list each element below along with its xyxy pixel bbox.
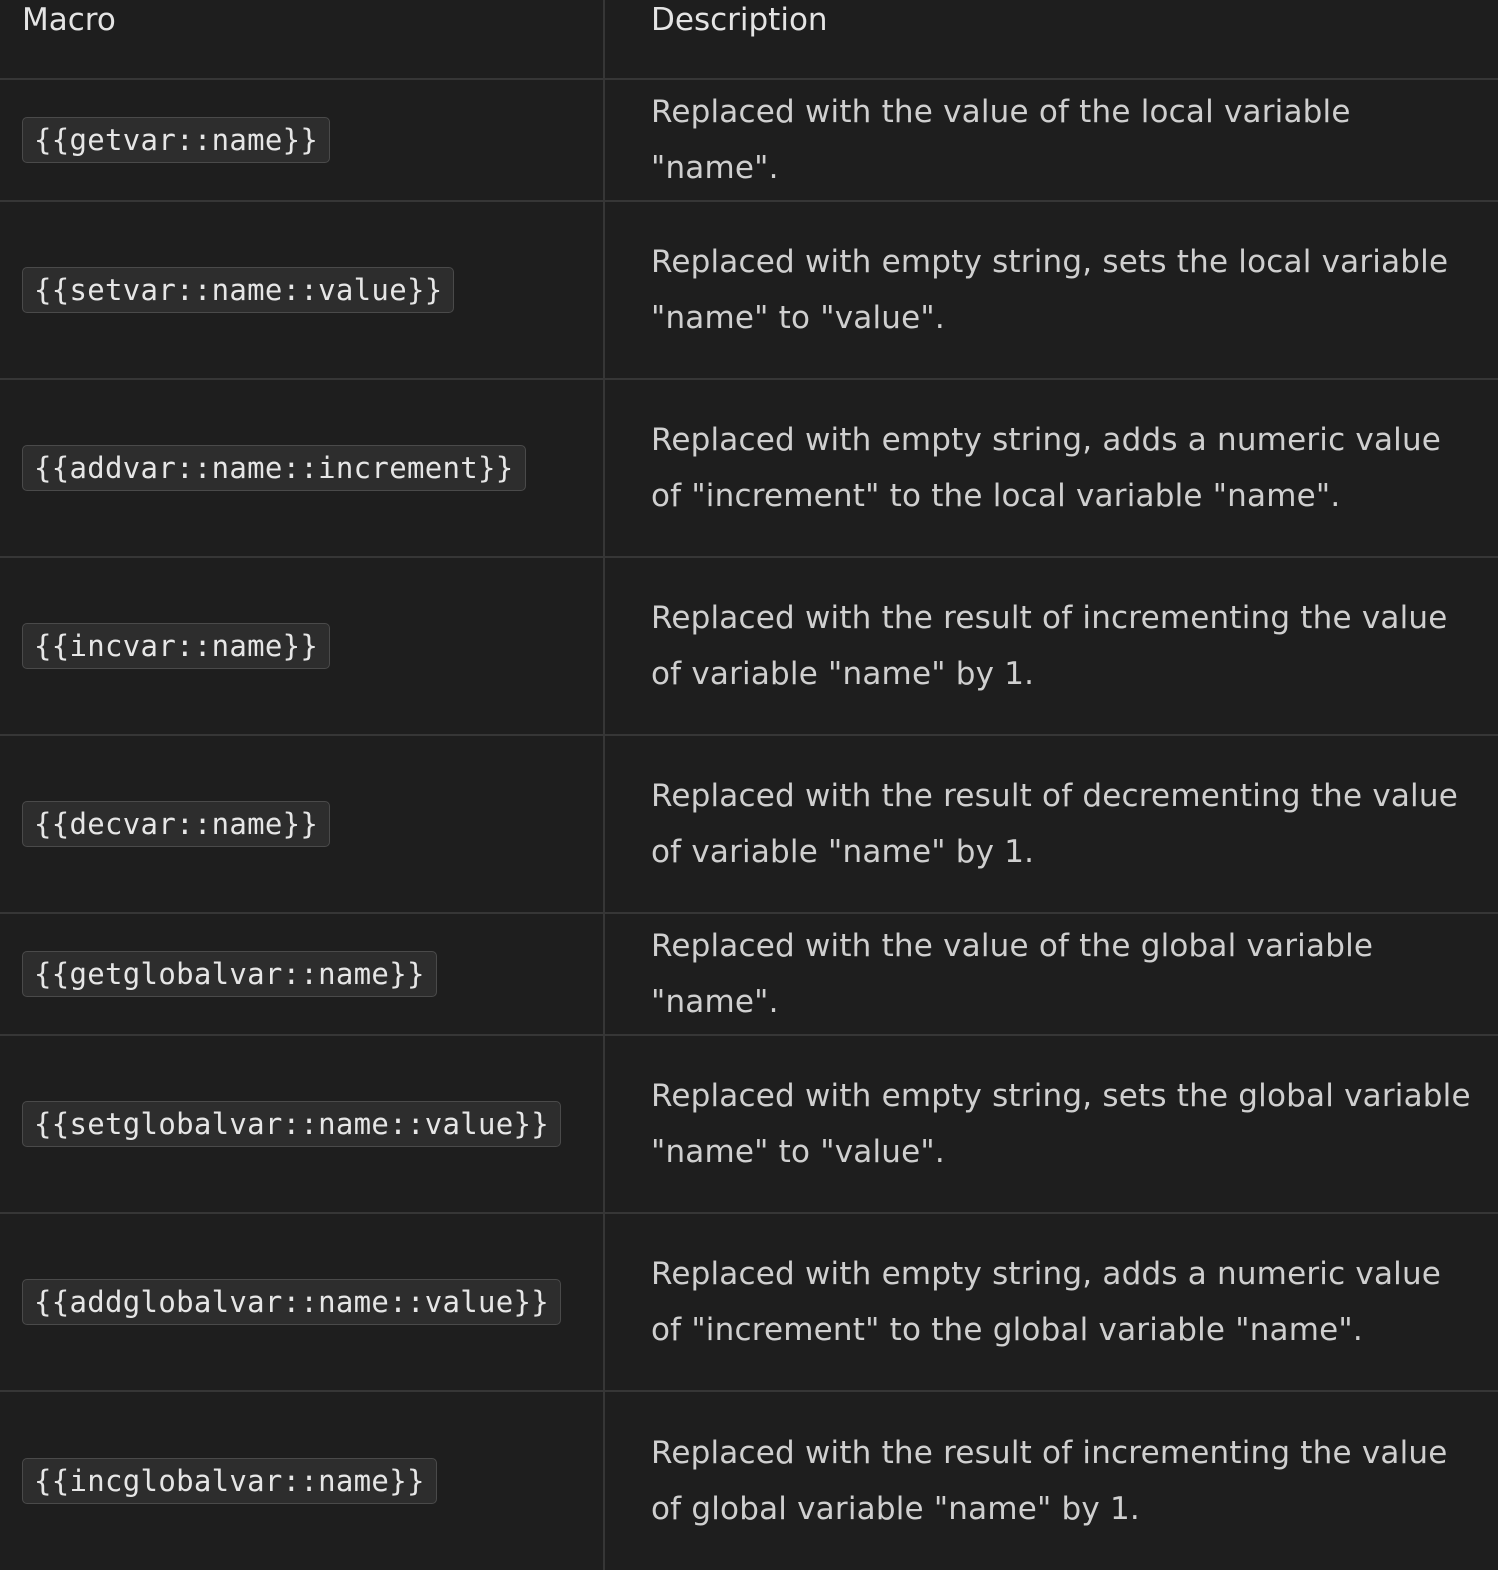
description-cell	[605, 558, 1498, 734]
table-row	[0, 736, 1498, 914]
macro-code: {{decvar::name}}	[22, 801, 330, 847]
table-header-row	[0, 0, 1498, 80]
description-cell	[605, 736, 1498, 912]
column-header-macro: Macro	[22, 2, 116, 38]
table-row	[0, 1392, 1498, 1570]
description-text: Replaced with empty string, adds a numeric value of "increment" to the local variable "name".	[651, 422, 1442, 514]
description-text: Replaced with the result of incrementing the value of global variable "name" by 1.	[651, 1435, 1448, 1527]
header-cell-description	[605, 0, 1498, 78]
table-row	[0, 80, 1498, 202]
macro-code: {{incglobalvar::name}}	[22, 1458, 437, 1504]
table-row	[0, 1036, 1498, 1214]
macro-code: {{setvar::name::value}}	[22, 267, 454, 313]
description-text: Replaced with empty string, sets the local variable "name" to "value".	[651, 244, 1449, 336]
macro-cell	[0, 80, 605, 200]
column-header-description: Description	[651, 2, 828, 38]
macro-cell	[0, 914, 605, 1034]
macro-code: {{getvar::name}}	[22, 117, 330, 163]
macro-code: {{setglobalvar::name::value}}	[22, 1101, 561, 1147]
description-text: Replaced with the value of the global variable "name".	[651, 928, 1374, 1020]
description-text: Replaced with empty string, sets the global variable "name" to "value".	[651, 1078, 1471, 1170]
description-text: Replaced with the result of decrementing the value of variable "name" by 1.	[651, 778, 1458, 870]
table-row	[0, 914, 1498, 1036]
description-cell	[605, 914, 1498, 1034]
macro-code: {{getglobalvar::name}}	[22, 951, 437, 997]
macro-cell	[0, 202, 605, 378]
table-row	[0, 558, 1498, 736]
description-cell	[605, 1036, 1498, 1212]
description-text: Replaced with empty string, adds a numeric value of "increment" to the global variable "name".	[651, 1256, 1442, 1348]
description-cell	[605, 1214, 1498, 1390]
description-cell	[605, 380, 1498, 556]
macro-code: {{addvar::name::increment}}	[22, 445, 526, 491]
macro-code: {{incvar::name}}	[22, 623, 330, 669]
table-row	[0, 202, 1498, 380]
table-row	[0, 380, 1498, 558]
table-row	[0, 1214, 1498, 1392]
header-cell-macro	[0, 0, 605, 78]
macro-cell	[0, 736, 605, 912]
macro-cell	[0, 380, 605, 556]
description-cell	[605, 80, 1498, 200]
macro-cell	[0, 1392, 605, 1570]
description-cell	[605, 1392, 1498, 1570]
description-cell	[605, 202, 1498, 378]
macro-cell	[0, 558, 605, 734]
macro-cell	[0, 1214, 605, 1390]
description-text: Replaced with the result of incrementing the value of variable "name" by 1.	[651, 600, 1448, 692]
macro-code: {{addglobalvar::name::value}}	[22, 1279, 561, 1325]
description-text: Replaced with the value of the local variable "name".	[651, 94, 1351, 186]
macro-cell	[0, 1036, 605, 1212]
